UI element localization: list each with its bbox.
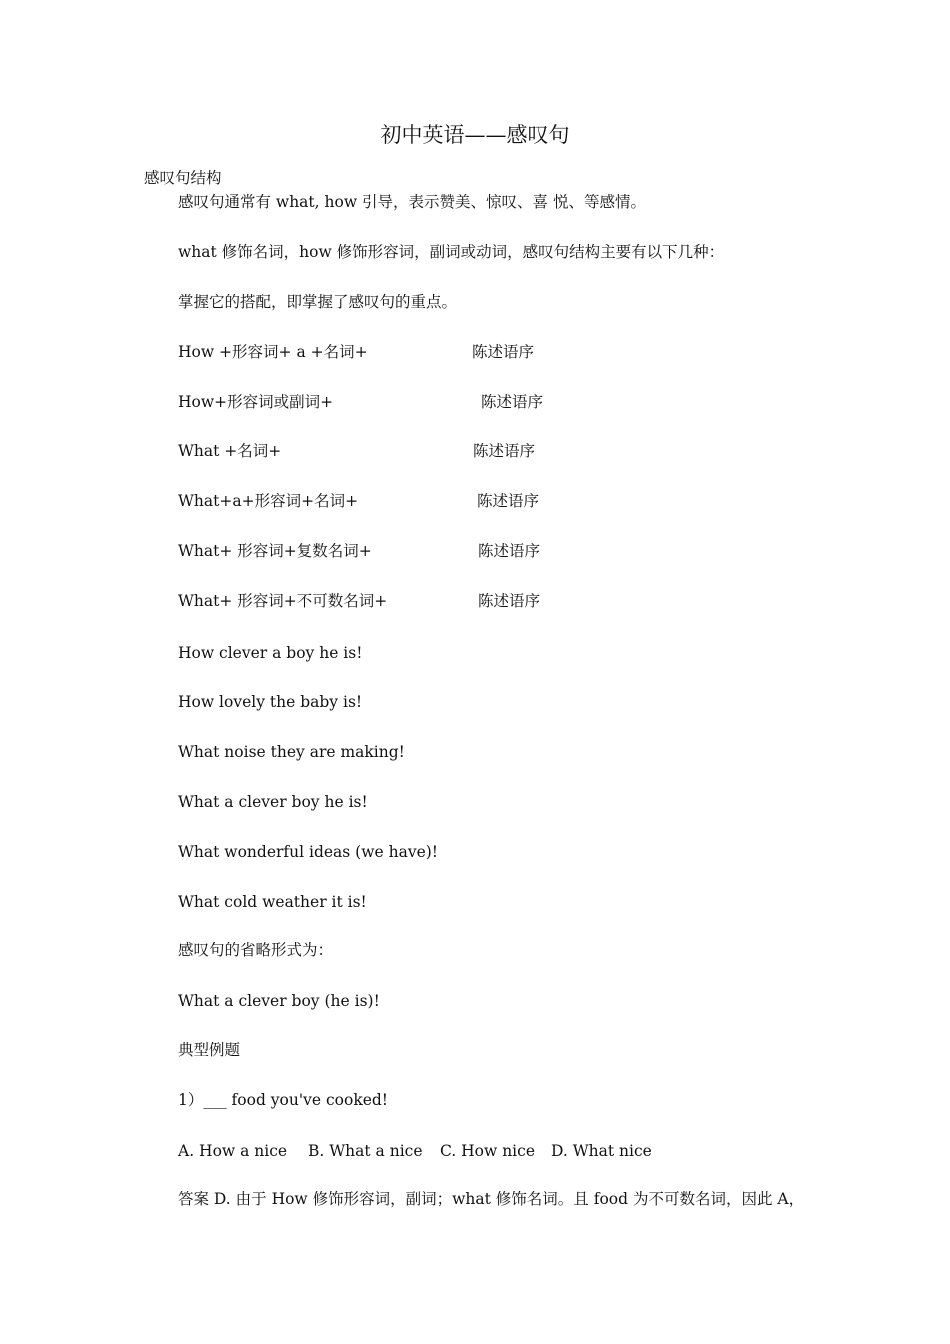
structure-pattern: How+形容词或副词+ (178, 393, 334, 411)
structure-order: 陈述语序 (481, 393, 544, 411)
intro-line: 掌握它的搭配，即掌握了感叹句的重点。 (178, 293, 458, 311)
page-title: 初中英语——感叹句 (380, 123, 570, 147)
answer-text: 答案 D. 由于 How 修饰形容词，副词；what 修饰名词。且 food 为不可数名词，因此 A， (178, 1190, 805, 1208)
example-sentence: How clever a boy he is! (178, 644, 363, 662)
structure-pattern: How +形容词+ a +名词+ (178, 343, 368, 361)
example-sentence: What cold weather it is! (178, 893, 367, 911)
structure-order: 陈述语序 (472, 343, 535, 361)
example-sentence: What wonderful ideas (we have)! (178, 843, 439, 861)
structure-order: 陈述语序 (477, 492, 540, 510)
typical-heading: 典型例题 (178, 1041, 241, 1059)
example-sentence: What a clever boy he is! (178, 793, 368, 811)
question-text: 1）___ food you've cooked! (178, 1091, 389, 1109)
option-d: D. What nice (551, 1142, 652, 1160)
structure-pattern: What +名词+ (178, 442, 282, 460)
ellipsis-heading: 感叹句的省略形式为： (178, 941, 334, 959)
ellipsis-example: What a clever boy (he is)! (178, 992, 380, 1010)
section-heading: 感叹句结构 (144, 169, 222, 187)
example-sentence: How lovely the baby is! (178, 693, 363, 711)
intro-line: 感叹句通常有 what, how 引导，表示赞美、惊叹、喜 悦、等感情。 (178, 193, 646, 211)
option-b: B. What a nice (308, 1142, 423, 1160)
structure-order: 陈述语序 (478, 542, 541, 560)
structure-order: 陈述语序 (473, 442, 536, 460)
option-a: A. How a nice (178, 1142, 288, 1160)
structure-pattern: What+ 形容词+不可数名词+ (178, 592, 388, 610)
structure-pattern: What+a+形容词+名词+ (178, 492, 359, 510)
example-sentence: What noise they are making! (178, 743, 405, 761)
structure-pattern: What+ 形容词+复数名词+ (178, 542, 372, 560)
structure-order: 陈述语序 (478, 592, 541, 610)
option-c: C. How nice (440, 1142, 535, 1160)
intro-line: what 修饰名词，how 修饰形容词，副词或动词，感叹句结构主要有以下几种： (178, 243, 725, 261)
